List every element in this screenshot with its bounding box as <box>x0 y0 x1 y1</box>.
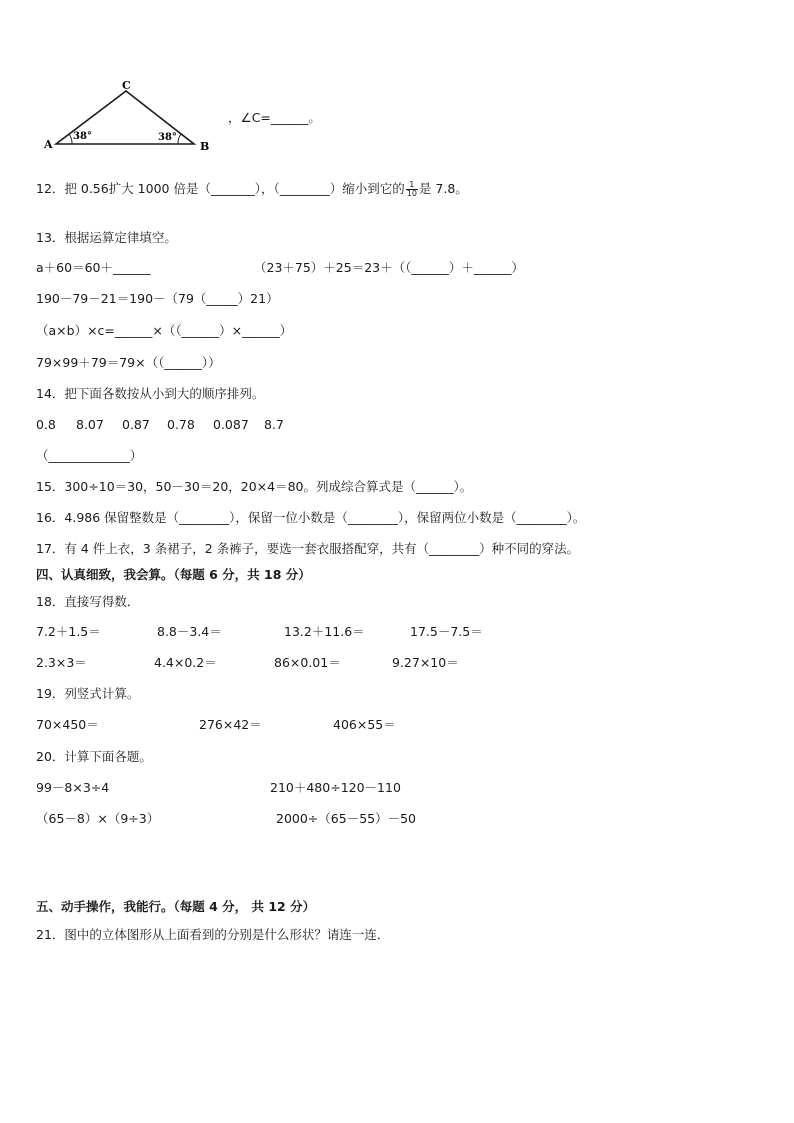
q18-item-3: 13.2＋11.6＝ <box>284 624 365 639</box>
question-19-title: 19．列竖式计算。 <box>36 686 140 701</box>
q14-number-4: 0.78 <box>167 417 195 432</box>
q13-line4: 79×99＋79＝79×（（______）） <box>36 355 221 370</box>
question-17: 17．有 4 件上衣，3 条裙子，2 条裤子，要选一套衣服搭配穿，共有（________）种不同的穿法。 <box>36 541 580 556</box>
q13-line1-left: a＋60＝60＋______ <box>36 260 151 275</box>
angle-b-label: 38° <box>158 132 177 143</box>
angle-c-question: ，∠C=______。 <box>228 110 321 125</box>
q20-item-2: 210＋480÷120－110 <box>270 780 401 795</box>
q14-answer-blank: （_____________） <box>36 448 143 463</box>
q18-item-4: 17.5－7.5＝ <box>410 624 483 639</box>
question-18-title: 18．直接写得数． <box>36 594 140 609</box>
q20-item-3: （65－8）×（9÷3） <box>36 811 160 826</box>
q13-line3: （a×b）×c=______×（（______）×______） <box>36 323 293 338</box>
angle-a-label: 38° <box>73 131 92 142</box>
q19-item-2: 276×42＝ <box>199 717 262 732</box>
q20-item-1: 99－8×3÷4 <box>36 780 110 795</box>
fraction-one-tenth <box>406 181 418 198</box>
q18-item-1: 7.2＋1.5＝ <box>36 624 101 639</box>
fraction-denominator: 10 <box>406 189 417 198</box>
q18-item-6: 4.4×0.2＝ <box>154 655 217 670</box>
q19-item-3: 406×55＝ <box>333 717 396 732</box>
question-14-title: 14．把下面各数按从小到大的顺序排列。 <box>36 386 265 401</box>
vertex-b-label: B <box>200 140 210 152</box>
fraction-numerator: 1 <box>406 181 418 190</box>
question-13-title: 13．根据运算定律填空。 <box>36 230 177 245</box>
q14-number-1: 0.8 <box>36 417 56 432</box>
q12-part2: 是 7.8。 <box>418 181 468 196</box>
q18-item-5: 2.3×3＝ <box>36 655 87 670</box>
q12-part1: 12．把 0.56扩大 1000 倍是（_______），（________）缩小到它的 <box>36 181 405 196</box>
q19-item-1: 70×450＝ <box>36 717 99 732</box>
question-16: 16．4.986 保留整数是（________），保留一位小数是（________），保留两位小数是（________）。 <box>36 510 586 525</box>
vertex-a-label: A <box>44 138 53 151</box>
section-4-heading: 四、认真细致，我会算。（每题 6 分，共 18 分） <box>36 567 311 582</box>
q18-item-2: 8.8－3.4＝ <box>157 624 222 639</box>
question-20-title: 20．计算下面各题。 <box>36 749 152 764</box>
section-5-heading: 五、动手操作，我能行。（每题 4 分， 共 12 分） <box>36 899 316 914</box>
vertex-c-label: C <box>122 79 131 92</box>
q13-line1-right: （23＋75）＋25＝23＋（（______）＋______） <box>254 260 524 275</box>
angle-a-arc <box>69 134 72 144</box>
q14-number-6: 8.7 <box>264 417 284 432</box>
q18-item-7: 86×0.01＝ <box>274 655 341 670</box>
q14-number-3: 0.87 <box>122 417 150 432</box>
question-21: 21．图中的立体图形从上面看到的分别是什么形状？请连一连． <box>36 927 390 942</box>
question-15: 15．300÷10＝30，50－30＝20，20×4＝80。列成综合算式是（______）。 <box>36 479 473 494</box>
q18-item-8: 9.27×10＝ <box>392 655 459 670</box>
angle-b-arc <box>178 134 181 144</box>
q14-number-2: 8.07 <box>76 417 104 432</box>
triangle-figure <box>36 78 216 152</box>
q20-item-4: 2000÷（65－55）－50 <box>276 811 417 826</box>
q14-number-5: 0.087 <box>213 417 249 432</box>
question-12 <box>36 181 468 198</box>
q13-line2: 190－79－21＝190－（79（_____）21） <box>36 291 279 306</box>
